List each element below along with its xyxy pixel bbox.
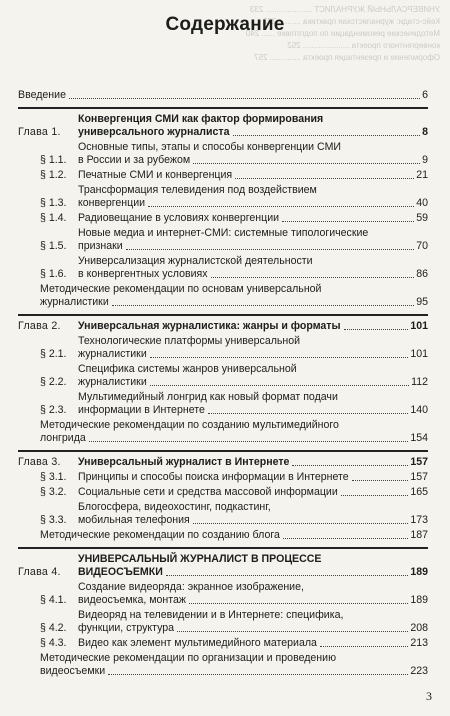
toc-entry[interactable] (18, 419, 428, 445)
toc-section[interactable] (18, 471, 428, 484)
page-ref: 101 (410, 320, 428, 332)
entry-title-line: Блогосфера, видеохостинг, подкастинг, (78, 501, 271, 513)
page-ref: 40 (416, 197, 428, 209)
page-ref: 70 (416, 240, 428, 252)
page-ref: 59 (416, 212, 428, 224)
page-ref: 8 (422, 126, 428, 138)
page-ref: 208 (410, 622, 428, 634)
entry-title-line: журналистики (40, 296, 109, 308)
entry-title-line: Печатные СМИ и конвергенция (78, 169, 233, 181)
toc-chapter[interactable] (18, 320, 428, 333)
toc-chapter[interactable] (18, 456, 428, 469)
entry-title-line: Социальные сети и средства массовой информации (78, 486, 338, 498)
toc-section[interactable] (18, 227, 428, 253)
page-ref: 6 (422, 89, 428, 101)
entry-title-line: Трансформация телевидения под воздействием (78, 184, 317, 196)
show-through-text: УНИВЕРСАЛЬНЫЙ ЖУРНАЛИСТ ..................... 233 Кейс-стади: журналистская практика .......... 233 Методические рекомендации по подготовке ...... 240 конвергентного проекта ..................... 252 Оформление и презентация проекта .............. 257 (245, 5, 440, 62)
dot-leader (292, 465, 408, 466)
toc-entry[interactable] (18, 89, 428, 102)
entry-title-line: Универсальный журналист в Интернете (78, 456, 290, 468)
toc-section[interactable] (18, 212, 428, 225)
toc-entry[interactable] (18, 529, 428, 542)
section-label: § 1.1. (40, 154, 67, 166)
dot-leader (208, 413, 408, 414)
entry-title-line: Конвергенция СМИ как фактор формирования (78, 113, 324, 125)
entry-title-line: Методические рекомендации по организации и проведению (40, 652, 337, 664)
section-label: § 4.2. (40, 622, 67, 634)
entry-title-line: УНИВЕРСАЛЬНЫЙ ЖУРНАЛИСТ В ПРОЦЕССЕ (78, 553, 322, 565)
chapter-divider (18, 314, 428, 316)
entry-title-line: журналистики (78, 348, 147, 360)
entry-title-line: Методические рекомендации по созданию блога (40, 529, 280, 541)
entry-title-line: ВИДЕОСЪЕМКИ (78, 566, 163, 578)
dot-leader (193, 523, 409, 524)
toc-entry[interactable] (18, 283, 428, 309)
page-ref: 173 (410, 514, 428, 526)
page-ref: 112 (411, 376, 428, 388)
entry-title-line: функции, структура (78, 622, 175, 634)
entry-title-line: Универсальная журналистика: жанры и форматы (78, 320, 341, 332)
dot-leader (211, 277, 415, 278)
toc-chapter[interactable] (18, 113, 428, 139)
entry-title-line: лонгрида (40, 432, 86, 444)
dot-leader (150, 357, 409, 358)
entry-title-line: Технологические платформы универсальной (78, 335, 301, 347)
toc-section[interactable] (18, 184, 428, 210)
section-label: § 3.3. (40, 514, 67, 526)
chapter-divider (18, 107, 428, 109)
page-ref: 189 (410, 594, 428, 606)
entry-title-line: Создание видеоряда: экранное изображение, (78, 581, 304, 593)
entry-title-line: Видео как элемент мультимедийного материала (78, 637, 317, 649)
chapter-label: Глава 4. (18, 566, 61, 578)
toc-section[interactable] (18, 637, 428, 650)
dot-leader (89, 441, 409, 442)
section-label: § 4.3. (40, 637, 67, 649)
dot-leader (69, 98, 420, 99)
toc-entry[interactable] (18, 652, 428, 678)
section-label: § 4.1. (40, 594, 67, 606)
entry-title-line: мобильная телефония (78, 514, 190, 526)
page-title: Содержание (165, 14, 285, 35)
entry-title-line: в России и за рубежом (78, 154, 191, 166)
entry-title-line: признаки (78, 240, 123, 252)
toc-section[interactable] (18, 141, 428, 167)
section-label: § 1.5. (40, 240, 67, 252)
section-label: § 1.3. (40, 197, 67, 209)
dot-leader (341, 495, 409, 496)
page-ref: 213 (410, 637, 428, 649)
page-ref: 189 (410, 566, 428, 578)
toc-section[interactable] (18, 363, 428, 389)
entry-title-line: Радиовещание в условиях конвергенции (78, 212, 280, 224)
entry-title-line: Мультимедийный лонгрид как новый формат подачи (78, 391, 338, 403)
toc-chapter[interactable] (18, 553, 428, 579)
entry-title-line: видеосъемки (40, 665, 106, 677)
toc-section[interactable] (18, 335, 428, 361)
page-ref: 21 (416, 169, 428, 181)
dot-leader (344, 329, 409, 330)
chapter-label: Глава 1. (18, 126, 61, 138)
page-ref: 9 (422, 154, 428, 166)
entry-title-line: конвергенции (78, 197, 146, 209)
page-ref: 157 (410, 456, 428, 468)
page-ref: 154 (410, 432, 428, 444)
dot-leader (320, 646, 408, 647)
dot-leader (166, 575, 409, 576)
entry-title-line: Методические рекомендации по основам универсальной (40, 283, 322, 295)
section-label: § 1.2. (40, 169, 67, 181)
section-label: § 3.1. (40, 471, 67, 483)
toc-section[interactable] (18, 486, 428, 499)
entry-title-line: Введение (18, 89, 66, 101)
entry-title-line: Видеоряд на телевидении и в Интернете: специфика, (78, 609, 344, 621)
toc-section[interactable] (18, 609, 428, 635)
dot-leader (193, 163, 420, 164)
dot-leader (282, 221, 414, 222)
page-ref: 157 (410, 471, 428, 483)
entry-title-line: Методические рекомендации по созданию мультимедийного (40, 419, 339, 431)
entry-title-line: Специфика системы жанров универсальной (78, 363, 297, 375)
dot-leader (148, 206, 414, 207)
entry-title-line: в конвергентных условиях (78, 268, 208, 280)
entry-title-line: универсального журналиста (78, 126, 230, 138)
dot-leader (177, 631, 408, 632)
entry-title-line: Принципы и способы поиска информации в Интернете (78, 471, 349, 483)
dot-leader (235, 178, 414, 179)
dot-leader (283, 538, 408, 539)
entry-title-line: информации в Интернете (78, 404, 205, 416)
toc-section[interactable] (18, 581, 428, 607)
chapter-label: Глава 2. (18, 320, 61, 332)
dot-leader (112, 305, 414, 306)
section-label: § 2.3. (40, 404, 67, 416)
section-label: § 2.1. (40, 348, 67, 360)
section-label: § 1.4. (40, 212, 67, 224)
entry-title-line: Основные типы, этапы и способы конвергенции СМИ (78, 141, 342, 153)
page-ref: 187 (410, 529, 428, 541)
page-ref: 223 (410, 665, 428, 677)
page-number: 3 (426, 689, 432, 703)
toc-section[interactable] (18, 169, 428, 182)
section-label: § 3.2. (40, 486, 67, 498)
entry-title-line: Универсализация журналистской деятельности (78, 255, 313, 267)
dot-leader (108, 674, 408, 675)
toc-section[interactable] (18, 391, 428, 417)
dot-leader (189, 603, 408, 604)
page-ref: 165 (410, 486, 428, 498)
dot-leader (352, 480, 409, 481)
chapter-divider (18, 547, 428, 549)
entry-title-line: журналистики (78, 376, 147, 388)
section-label: § 1.6. (40, 268, 67, 280)
page-ref: 101 (410, 348, 428, 360)
page-ref: 86 (416, 268, 428, 280)
page-ref: 140 (410, 404, 428, 416)
entry-title-line: видеосъемка, монтаж (78, 594, 186, 606)
toc-section[interactable] (18, 255, 428, 281)
chapter-label: Глава 3. (18, 456, 61, 468)
chapter-divider (18, 450, 428, 452)
page-ref: 95 (416, 296, 428, 308)
table-of-contents (18, 87, 428, 678)
entry-title-line: Новые медиа и интернет-СМИ: системные типологические (78, 227, 369, 239)
dot-leader (126, 249, 415, 250)
dot-leader (233, 135, 421, 136)
toc-section[interactable] (18, 501, 428, 527)
dot-leader (150, 385, 409, 386)
section-label: § 2.2. (40, 376, 67, 388)
